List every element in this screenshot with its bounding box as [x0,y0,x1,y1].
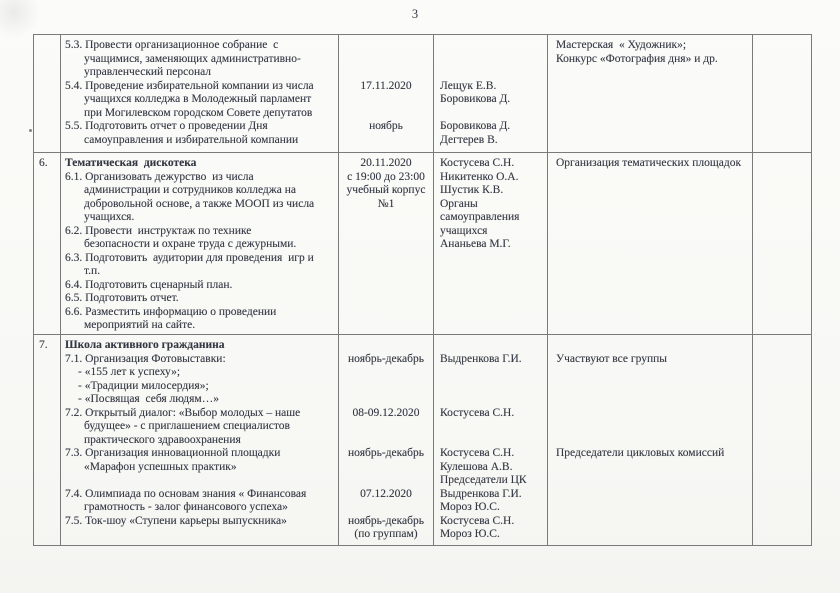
responsible-line: Выдренкова Г.И. [440,487,522,500]
notes-line [556,107,752,121]
row-number-cell [34,153,61,334]
date-line: учебный корпус [346,184,426,196]
notes-line [556,434,752,448]
date-line [339,107,433,121]
date-line: ноябрь [369,120,403,132]
activity-line: управленческий персонал [84,66,212,78]
date-line [339,93,433,107]
notes-line [556,407,752,421]
activity-line: 6.4. Подготовить сценарный план. [65,278,233,291]
notes-line [556,93,752,107]
date-line: ноябрь-декабрь [348,514,424,527]
page-number: 3 [411,7,419,21]
activity-line: 5.5. Подготовить отчет о проведении Дня [65,120,268,132]
notes-line: Конкурс «Фотография дня» и др. [556,52,718,65]
responsible-line [440,420,547,434]
notes-line: Мастерская « Художник»; [556,39,687,51]
responsible-line: Шустик К.В. [440,184,504,196]
date-line [339,39,433,53]
responsible-line: Ананьева М.Г. [440,238,511,250]
responsible-cell [434,35,548,152]
date-line [339,461,433,475]
notes-line [556,339,752,353]
date-line [339,420,433,434]
responsible-line [440,39,547,53]
row-number-cell [34,35,61,152]
notes-line: Участвуют все группы [556,352,667,365]
date-line: с 19:00 до 23:00 [347,170,425,183]
responsible-line: Мороз Ю.С. [440,528,500,540]
activity-line: 6.5. Подготовить отчет. [65,292,179,304]
notes-line [556,380,752,394]
activity-line: 6.2. Провести инструктаж по технике [65,224,252,237]
empty-cell [753,35,811,152]
date-line [339,393,433,407]
responsible-line [440,366,547,380]
responsible-line [440,393,547,407]
activity-cell [61,35,339,152]
date-line [339,434,433,448]
responsible-line [440,380,547,394]
activity-line: 7.1. Организация Фотовыставки: [65,352,226,365]
date-line: 08-09.12.2020 [352,406,420,419]
responsible-line: Костусева С.Н. [440,157,515,169]
responsible-line: Председатели ЦК [440,474,527,486]
responsible-line: Костусева С.Н. [440,447,515,459]
activity-line: 5.3. Провести организационное собрание с [65,39,279,51]
date-line [339,380,433,394]
activity-line: Тематическая дискотека [65,157,197,169]
responsible-line: Органы [440,197,478,210]
notes-line [556,66,752,80]
activity-line: Школа активного гражданина [65,339,225,351]
activity-line: - «155 лет к успеху»; [78,366,181,378]
activity-line: т.п. [84,265,101,277]
notes-line [556,420,752,434]
notes-line [556,393,752,407]
responsible-line: учащихся [440,224,488,237]
responsible-line: Костусева С.Н. [440,406,515,419]
date-line: 07.12.2020 [360,487,412,500]
responsible-line: Костусева С.Н. [440,514,515,527]
responsible-line [440,434,547,448]
date-line: ноябрь-декабрь [348,352,424,365]
date-line [339,501,433,515]
empty-cell [753,335,811,545]
activity-line: - «Посвящая себя людям…» [78,393,219,405]
date-line [339,66,433,80]
responsible-line: Мороз Ю.С. [440,501,500,513]
activity-line: при Могилевском городском Совете депутатов [84,106,313,119]
notes-line [556,366,752,380]
date-line: 20.11.2020 [360,157,412,169]
activity-line: 7.3. Организация инновационной площадки [65,447,281,459]
date-line [339,339,433,353]
empty-cell [753,153,811,334]
responsible-line: Лещук Е.В. [440,79,497,92]
notes-line: Организация тематических площадок [556,157,742,169]
date-cell [339,153,434,334]
responsible-line [440,66,547,80]
activity-line [65,474,338,488]
notes-cell [548,153,753,334]
date-cell [339,35,434,152]
activity-line: 6.3. Подготовить аудитории для проведения игр и [65,251,314,264]
responsible-line: Боровикова Д. [440,120,511,132]
activity-line: администрации и сотрудников колледжа на [84,184,296,196]
activity-line: учащихся. [84,211,135,223]
notes-line [556,134,752,148]
date-line [339,134,433,148]
activity-line: «Марафон успешных практик» [84,460,237,473]
table-row [34,335,811,545]
date-line [339,53,433,67]
date-line [339,366,433,380]
responsible-line [440,339,547,353]
table-row [34,35,811,153]
responsible-line: Дегтерев В. [440,133,498,146]
activity-line: 7.2. Открытый диалог: «Выбор молодых – наше [65,406,301,419]
notes-cell [548,35,753,152]
date-line: 17.11.2020 [360,79,412,92]
notes-line: Председатели цикловых комиссий [556,447,725,459]
plan-table [33,34,812,546]
activity-line: практического здравоохранения [84,433,241,446]
activity-line: добровольной основе, а также МООП из числа [84,197,315,210]
activity-line: мероприятий на сайте. [84,319,196,331]
responsible-cell [434,153,548,334]
activity-cell [61,335,339,545]
activity-line: 7.4. Олимпиада по основам знания « Финансовая [65,487,307,500]
row-number-cell [34,335,61,545]
table-row [34,153,811,335]
notes-line [556,120,752,134]
responsible-line [440,107,547,121]
notes-line [556,80,752,94]
row-number [39,39,60,53]
activity-line: грамотность - залог финансового успеха» [84,501,288,513]
row-number: 6. [39,157,48,169]
responsible-line: Кулешова А.В. [440,460,513,473]
activity-line: безопасности и охране труда с дежурными. [84,238,297,250]
date-cell [339,335,434,545]
responsible-line: Боровикова Д. [440,93,511,105]
responsible-cell [434,335,548,545]
date-line: ноябрь-декабрь [348,447,424,459]
activity-line: 7.5. Ток-шоу «Ступени карьеры выпускника» [65,514,287,527]
responsible-line: Выдренкова Г.И. [440,352,522,365]
activity-line: учащихся колледжа в Молодежный парламент [84,93,312,105]
activity-line: учащимися, заменяющих административно- [84,52,301,65]
date-line: №1 [377,197,395,210]
responsible-line [440,53,547,67]
activity-line: 6.6. Разместить информацию о проведении [65,305,277,318]
responsible-line: Никитенко О.А. [440,170,519,183]
activity-line: - «Традиции милосердия»; [78,379,209,392]
activity-line: самоуправления и избирательной компании [84,133,299,146]
activity-line: 5.4. Проведение избирательной компании из числа [65,79,314,92]
date-line [339,474,433,488]
activity-cell [61,153,339,334]
row-number: 7. [39,339,48,351]
responsible-line: самоуправления [440,211,520,223]
notes-cell [548,335,753,545]
activity-line: будущее» - с приглашением специалистов [84,420,290,432]
scan-artifact-dot [29,129,32,132]
date-line: (по группам) [354,528,418,540]
activity-line: 6.1. Организовать дежурство из числа [65,170,254,183]
